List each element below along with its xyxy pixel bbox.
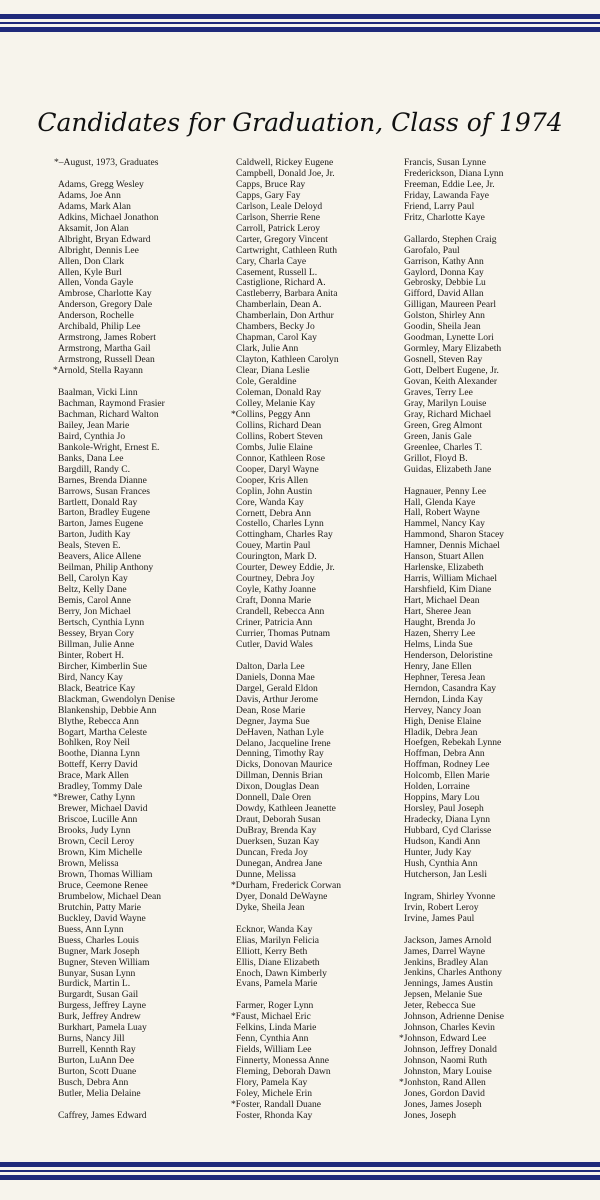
candidate-name: Cooper, Daryl Wayne [236,463,319,475]
candidate-name: Bogart, Martha Celeste [58,726,147,738]
candidate-name: Chambers, Becky Jo [236,321,315,333]
candidate-name: Denning, Timothy Ray [236,748,324,760]
candidate-name: Brooks, Judy Lynn [58,825,131,837]
candidate-name: Haught, Brenda Jo [404,617,476,628]
candidate-name: Hubbard, Cyd Clarisse [404,825,492,837]
candidate-name: Harshfield, Kim Diane [404,584,492,596]
candidate-name: Baalman, Vicki Linn [58,386,138,398]
candidate-name: Courington, Mark D. [236,551,317,563]
candidate-name: Bugner, Steven William [58,956,150,968]
candidate-name: Coplin, John Austin [236,485,313,497]
candidate-name: Gray, Marilyn Louise [404,397,487,409]
top-border [0,14,600,32]
candidate-name: Govan, Keith Alexander [404,376,498,388]
candidate-name: Campbell, Donald Joe, Jr. [236,167,335,179]
candidate-name: Chamberlain, Dean A. [236,299,322,311]
candidate-name: Elliott, Kerry Beth [236,945,308,957]
candidate-name: Brumbelow, Michael Dean [58,890,162,902]
candidate-name: Degner, Jayma Sue [236,715,310,727]
candidate-name: Gosnell, Steven Ray [404,354,483,366]
candidate-name: Currier, Thomas Putnam [236,627,331,639]
candidate-name: Anderson, Rochelle [58,310,134,322]
candidate-name: Carlson, Sherrie Rene [236,211,321,223]
candidate-name: Banks, Dana Lee [58,452,124,464]
candidate-name: Busch, Debra Ann [58,1077,129,1089]
candidate-name: Caldwell, Rickey Eugene [236,157,334,168]
candidate-name: Daniels, Donna Mae [236,671,315,683]
candidate-name: Hammel, Nancy Kay [404,518,485,530]
candidate-name: Dunegan, Andrea Jane [236,857,323,869]
candidate-name: Hoffman, Rodney Lee [404,759,490,771]
candidate-name: *Foster, Randall Duane [231,1098,322,1110]
candidate-name: *Jonhston, Rand Allen [399,1077,486,1088]
bottom-border [0,1162,600,1183]
candidate-name: Collins, Robert Steven [236,430,323,442]
candidate-name: Davis, Arthur Jerome [236,693,318,705]
candidate-name: Bunyar, Susan Lynn [58,967,136,979]
candidate-name: Albright, Dennis Lee [58,244,139,256]
candidate-name: Johnson, Naomi Ruth [404,1055,488,1067]
candidate-name: Holcomb, Ellen Marie [404,770,490,782]
candidate-name: Brewer, Michael David [58,803,148,815]
candidate-name: Hutcherson, Jan Lesli [404,868,487,880]
candidate-name: Foster, Rhonda Kay [236,1109,313,1121]
candidate-name: Blackman, Gwendolyn Denise [58,693,175,705]
candidate-name: Irvine, James Paul [404,912,475,924]
candidate-name: Jeter, Rebecca Sue [404,1000,476,1012]
candidate-name: Barton, Judith Kay [58,529,131,541]
candidate-name: Burkhart, Pamela Luay [58,1022,147,1034]
candidate-name: Johnson, Charles Kevin [404,1022,495,1034]
candidate-name: Goodman, Lynette Lori [404,332,494,344]
candidate-name: Billman, Julie Anne [58,638,135,650]
candidate-name: Gaylord, Donna Kay [404,266,484,278]
candidate-name: Ambrose, Charlotte Kay [58,288,152,300]
candidate-name: Gilligan, Maureen Pearl [404,299,496,311]
candidate-name: Allen, Kyle Burl [58,266,122,278]
candidate-name: Clark, Julie Ann [236,343,299,355]
candidate-name: Dunne, Melissa [236,868,296,880]
candidate-name: Courter, Dewey Eddie, Jr. [236,562,335,574]
candidate-name: Enoch, Dawn Kimberly [236,967,327,979]
candidate-name: Hall, Robert Wayne [404,507,480,519]
candidate-name: Greenlee, Charles T. [404,441,483,453]
candidate-name: Garofalo, Paul [404,244,460,256]
candidate-name: Gifford, David Allan [404,288,484,300]
candidate-name: Hart, Michael Dean [404,595,480,607]
candidate-name: Cole, Geraldine [236,376,297,388]
candidate-name: Gallardo, Stephen Craig [404,233,497,245]
candidate-name: Holden, Lorraine [404,781,470,793]
candidate-name: DeHaven, Nathan Lyle [236,726,324,738]
candidate-name: Berry, Jon Michael [58,606,131,618]
candidate-name: Archibald, Philip Lee [58,321,141,333]
candidate-name: Bugner, Mark Joseph [58,945,140,957]
candidate-name: Barrows, Susan Frances [58,485,151,497]
candidate-name: Ingram, Shirley Yvonne [404,890,496,902]
candidate-name: Craft, Donna Marie [236,595,312,607]
candidate-name: Fenn, Cynthia Ann [236,1033,309,1045]
candidate-name: *Faust, Michael Eric [231,1011,311,1023]
candidate-name: Friday, Lawanda Faye [404,189,490,201]
candidate-name: Castiglione, Richard A. [236,277,326,289]
name-column-1 [53,157,175,1122]
candidate-name: Barton, James Eugene [58,518,144,530]
candidate-name: Goodin, Sheila Jean [404,321,481,333]
candidate-name: Dyke, Sheila Jean [236,901,305,913]
candidate-name: Blythe, Rebecca Ann [58,715,139,727]
candidate-name: Baird, Cynthia Jo [58,430,126,442]
name-column-3 [399,157,504,1122]
candidate-name: Gormley, Mary Elizabeth [404,343,502,355]
candidate-name: Courtney, Debra Joy [236,573,315,585]
candidate-name: Hoppins, Mary Lou [404,792,480,804]
candidate-name: Johnston, Mary Louise [404,1066,492,1078]
candidate-name: Golston, Shirley Ann [404,310,485,322]
candidate-name: Brace, Mark Allen [58,770,129,782]
candidate-name: Burdick, Martin L. [58,978,131,990]
candidate-name: Freeman, Eddie Lee, Jr. [404,178,495,190]
candidate-name: Costello, Charles Lynn [236,518,324,530]
candidate-name: Bird, Nancy Kay [58,671,123,683]
candidate-name: Bemis, Carol Anne [58,595,131,607]
candidate-name: Beltz, Kelly Dane [58,584,127,596]
candidate-name: Clayton, Kathleen Carolyn [236,354,339,366]
candidate-name: Elias, Marilyn Felicia [236,934,319,946]
candidate-name: Casement, Russell L. [236,266,318,278]
candidate-name: Hanson, Stuart Allen [404,551,484,563]
candidate-name: Burns, Nancy Jill [58,1033,125,1045]
candidate-name: Castleberry, Barbara Anita [236,288,338,300]
candidate-name: Bartlett, Donald Ray [58,496,138,508]
candidate-name: Hamner, Dennis Michael [404,540,500,552]
candidate-name: Dalton, Darla Lee [236,660,305,672]
candidate-name: Guidas, Elizabeth Jane [404,463,492,475]
candidate-name: Dixon, Douglas Dean [236,781,319,793]
candidate-name: Jepsen, Melanie Sue [404,989,483,1001]
candidate-name: Johnson, Adrienne Denise [404,1011,504,1023]
candidate-name: Friend, Larry Paul [404,200,475,212]
candidate-name: Hoefgen, Rebekah Lynne [404,737,502,749]
candidate-name: Cooper, Kris Allen [236,474,309,486]
candidate-name: Farmer, Roger Lynn [236,1000,314,1012]
candidate-name: Black, Beatrice Kay [58,682,136,694]
candidate-name: Adams, Mark Alan [58,200,131,212]
candidate-name: Graves, Terry Lee [404,387,473,398]
candidate-name: Felkins, Linda Marie [236,1022,317,1034]
candidate-name: Burgardt, Susan Gail [58,989,139,1001]
candidate-name: Coleman, Donald Ray [236,387,322,399]
candidate-name: Hervey, Nancy Joan [404,704,482,716]
candidate-name: Jones, James Joseph [404,1098,482,1110]
candidate-name: Bargdill, Randy C. [58,463,130,475]
candidate-name: Bachman, Raymond Frasier [58,397,165,409]
candidate-name: Dillman, Dennis Brian [236,770,323,782]
candidate-name: Burton, LuAnn Dee [58,1055,135,1067]
candidate-name: Helms, Linda Sue [404,638,473,650]
candidate-name: Herndon, Casandra Kay [404,682,496,694]
candidate-name: Hall, Glenda Kaye [404,496,476,508]
candidate-name: Armstrong, Martha Gail [58,343,151,355]
candidate-name: Aksamit, Jon Alan [58,222,129,234]
candidate-name: Donnell, Dale Oren [236,792,312,804]
candidate-name: Ecknor, Wanda Kay [236,923,313,935]
candidate-name: *Johnson, Edward Lee [399,1033,487,1045]
candidate-name: Adams, Gregg Wesley [58,178,144,190]
candidate-name: Carter, Gregory Vincent [236,233,328,245]
candidate-name: DuBray, Brenda Kay [236,825,317,837]
candidate-name: Harlenske, Elizabeth [404,562,484,574]
candidate-name: Ellis, Diane Elizabeth [236,956,320,968]
candidate-name: Flory, Pamela Kay [236,1077,308,1089]
candidate-name: Foley, Michele Erin [236,1087,313,1099]
candidate-name: Gray, Richard Michael [404,408,492,420]
candidate-name: Bachman, Richard Walton [58,408,159,420]
candidate-name: Henderson, Deloristine [404,649,493,661]
candidate-name: Hazen, Sherry Lee [404,627,476,639]
candidate-name: Evans, Pamela Marie [236,978,318,990]
candidate-name: Carlson, Leale Deloyd [236,200,323,212]
candidate-name: Barton, Bradley Eugene [58,507,150,519]
candidate-name: Hudson, Kandi Ann [404,836,481,848]
candidate-name: Irvin, Robert Leroy [404,901,479,913]
candidate-name: Burton, Scott Duane [58,1066,137,1078]
candidate-name: Duncan, Freda Joy [236,847,308,859]
candidate-name: Frederickson, Diana Lynn [404,167,504,179]
candidate-name: Cornett, Debra Ann [236,507,312,519]
candidate-name: Cottingham, Charles Ray [236,529,333,541]
candidate-name: Dean, Rose Marie [236,704,306,716]
candidate-name: Bertsch, Cynthia Lynn [58,617,145,628]
candidate-name: Hunter, Judy Kay [404,847,472,859]
candidate-name: Hagnauer, Penny Lee [404,485,487,497]
candidate-name: Allen, Don Clark [58,255,125,267]
candidate-name: Horsley, Paul Joseph [404,803,484,815]
candidate-name: Burk, Jeffrey Andrew [58,1011,141,1023]
candidate-name: Core, Wanda Kay [236,496,304,508]
candidate-name: Francis, Susan Lynne [404,157,486,168]
candidate-name: Binter, Robert H. [58,649,124,661]
candidate-name: Cutler, David Wales [236,638,313,650]
candidate-name: Bell, Carolyn Kay [58,573,128,585]
candidate-name: Bessey, Bryan Cory [58,627,135,639]
candidate-name: Blankenship, Debbie Ann [58,704,157,716]
candidate-name: Armstrong, James Robert [58,332,156,344]
candidate-name: Dicks, Donovan Maurice [236,759,333,771]
candidate-name: Duerksen, Suzan Kay [236,836,319,848]
candidate-name: Jenkins, Bradley Alan [404,956,489,968]
candidate-name: Johnson, Jeffrey Donald [404,1044,497,1056]
candidate-name: Boothe, Dianna Lynn [58,748,140,760]
candidate-name: Brown, Cecil Leroy [58,836,135,848]
candidate-name: Hradecky, Diana Lynn [404,814,491,826]
candidate-name: Allen, Vonda Gayle [58,277,134,289]
section-gap [404,476,504,487]
candidate-name: Brown, Thomas William [58,868,153,880]
candidate-name: Caffrey, James Edward [58,1109,147,1121]
section-gap [404,925,504,936]
candidate-name: Buess, Ann Lynn [58,923,124,935]
candidate-name: Combs, Julie Elaine [236,441,313,453]
candidate-name: Dargel, Gerald Eldon [236,682,318,694]
candidate-name: Bailey, Jean Marie [58,419,130,431]
candidate-name: Garrison, Kathy Ann [404,255,484,267]
candidate-name: Grillot, Floyd B. [404,452,468,464]
candidate-name: Hush, Cynthia Ann [404,857,478,869]
candidate-name: Draut, Deborah Susan [236,814,321,826]
candidate-name: Jennings, James Austin [404,978,493,990]
candidate-name: Coyle, Kathy Joanne [236,584,316,596]
candidate-name: Gott, Delbert Eugene, Jr. [404,365,499,377]
candidate-name: Brown, Kim Michelle [58,847,143,859]
graduation-note: *–August, 1973, Graduates [54,157,159,168]
candidate-name: James, Darrel Wayne [404,945,485,957]
candidate-name: *Collins, Peggy Ann [231,408,311,420]
candidate-name: Beals, Steven E. [58,540,121,552]
candidate-name: Chamberlain, Don Arthur [236,310,334,322]
candidate-name: Collins, Richard Dean [236,419,322,431]
candidate-name: Capps, Gary Fay [236,189,301,201]
candidate-name: Beilman, Philip Anthony [58,562,154,574]
candidate-name: Gebrosky, Debbie Lu [404,277,486,289]
candidate-name: Botteff, Kerry David [58,759,138,771]
candidate-name: Finnerty, Monessa Anne [236,1055,329,1067]
candidate-name: Green, Janis Gale [404,430,472,442]
candidate-name: Hephner, Teresa Jean [404,671,486,683]
candidate-name: Adams, Joe Ann [58,189,121,201]
candidate-name: Hart, Sheree Jean [404,606,472,618]
candidate-name: Colley, Melanie Kay [236,397,316,409]
candidate-name: Henry, Jane Ellen [404,660,472,672]
candidate-name: Connor, Kathleen Rose [236,452,325,464]
candidate-name: Beavers, Alice Allene [58,551,141,563]
candidate-name: High, Denise Elaine [404,715,482,727]
candidate-name: Bradley, Tommy Dale [58,781,143,793]
candidate-name: Brutchin, Patty Marie [58,901,141,913]
candidate-name: Burgess, Jeffrey Layne [58,1000,146,1012]
candidate-name: Jackson, James Arnold [404,934,492,946]
candidate-name: Buess, Charles Louis [58,934,139,946]
candidate-name: Bruce, Ceemone Renee [58,879,148,891]
candidate-name: Couey, Martin Paul [236,540,311,552]
candidate-name: Briscoe, Lucille Ann [58,814,138,826]
candidate-name: Fields, William Lee [236,1044,312,1056]
candidate-name: Adkins, Michael Jonathon [58,211,159,223]
candidate-name: *Durham, Frederick Corwan [231,879,342,891]
candidate-name: Clear, Diana Leslie [236,365,310,377]
candidate-name: Cartwright, Cathleen Ruth [236,244,338,256]
candidate-name: Bircher, Kimberlin Sue [58,660,147,672]
candidate-name: Butler, Melia Delaine [58,1087,141,1099]
candidate-name: Burrell, Kennth Ray [58,1044,136,1056]
candidate-name: Anderson, Gregory Dale [58,299,153,311]
candidate-name: Bohlken, Roy Neil [58,737,130,749]
candidate-name: Capps, Bruce Ray [236,178,306,190]
candidate-name: Hladik, Debra Jean [404,726,478,738]
candidate-name: Fritz, Charlotte Kaye [404,211,485,223]
candidate-name: Hoffman, Debra Ann [404,748,485,760]
candidate-name: Green, Greg Almont [404,419,483,431]
candidate-name: Jenkins, Charles Anthony [404,967,502,979]
candidate-name: Hammond, Sharon Stacey [404,529,504,541]
candidate-name: Dyer, Donald DeWayne [236,890,328,902]
candidate-name: Bankole-Wright, Ernest E. [58,441,160,453]
page-title: Candidates for Graduation, Class of 1974 [37,108,563,137]
candidate-name: *Brewer, Cathy Lynn [53,792,136,804]
candidate-name: Jones, Gordon David [404,1087,485,1099]
candidate-name: Dowdy, Kathleen Jeanette [236,803,336,815]
candidate-name: Fleming, Deborah Dawn [236,1066,331,1078]
candidate-name: Delano, Jacqueline Irene [236,737,331,749]
candidate-name: Herndon, Linda Kay [404,693,483,705]
candidate-name: Cary, Charla Caye [236,255,307,267]
candidate-name: Carroll, Patrick Leroy [236,222,321,234]
candidate-name: Albright, Bryan Edward [58,233,151,245]
candidate-name: Harris, William Michael [404,573,498,585]
candidate-name: Armstrong, Russell Dean [58,354,155,366]
candidate-name: Barnes, Brenda Dianne [58,474,147,486]
candidate-name: Crandell, Rebecca Ann [236,606,325,618]
candidate-name: *Arnold, Stella Rayann [53,365,143,377]
candidate-name: Chapman, Carol Kay [236,332,317,344]
candidate-name: Criner, Patricia Ann [236,617,313,629]
candidate-name: Brown, Melissa [58,857,119,869]
candidate-name: Jones, Joseph [404,1109,456,1121]
candidate-name: Buckley, David Wayne [58,912,146,924]
name-column-2 [231,157,342,1122]
